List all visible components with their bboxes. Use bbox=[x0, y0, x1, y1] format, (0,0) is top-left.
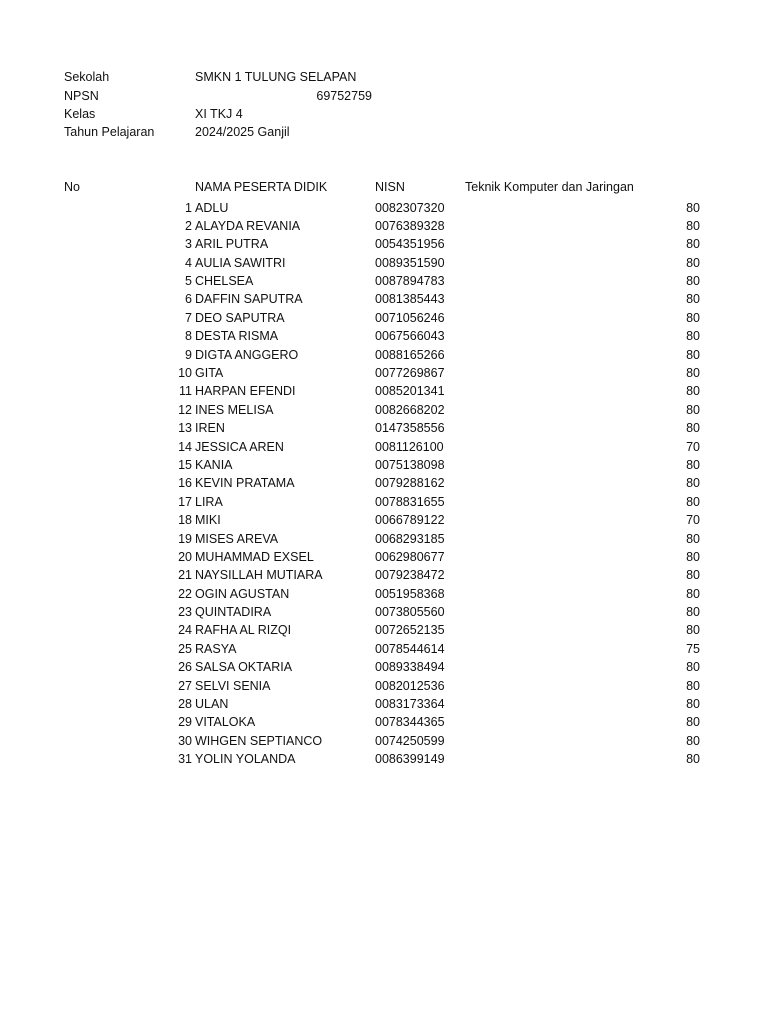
row-number: 1 bbox=[185, 200, 192, 215]
student-name: QUINTADIRA bbox=[195, 605, 272, 620]
year-label: Tahun Pelajaran bbox=[64, 125, 155, 139]
student-name: CHELSEA bbox=[195, 274, 254, 289]
student-name: INES MELISA bbox=[195, 402, 274, 417]
row-number: 9 bbox=[185, 347, 192, 362]
table-row bbox=[0, 290, 768, 308]
school-label: Sekolah bbox=[64, 70, 110, 84]
student-name: ALAYDA REVANIA bbox=[195, 218, 301, 233]
row-number: 19 bbox=[178, 531, 192, 546]
class-label: Kelas bbox=[64, 107, 96, 121]
student-nisn: 0068293185 bbox=[375, 531, 445, 546]
npsn-value: 69752759 bbox=[316, 88, 372, 103]
student-score: 80 bbox=[686, 531, 700, 546]
row-number: 15 bbox=[178, 457, 192, 472]
student-name: AULIA SAWITRI bbox=[195, 255, 286, 270]
row-number: 23 bbox=[178, 605, 192, 620]
student-nisn: 0088165266 bbox=[375, 347, 445, 362]
row-number: 30 bbox=[178, 733, 192, 748]
student-nisn: 0081385443 bbox=[375, 292, 445, 307]
school-value: SMKN 1 TULUNG SELAPAN bbox=[195, 70, 357, 84]
table-row bbox=[0, 621, 768, 639]
row-number: 5 bbox=[185, 274, 192, 289]
student-name: MUHAMMAD EXSEL bbox=[195, 549, 314, 564]
row-number: 31 bbox=[178, 752, 192, 767]
student-nisn: 0079238472 bbox=[375, 568, 445, 583]
student-name: DIGTA ANGGERO bbox=[195, 347, 299, 362]
student-nisn: 0075138098 bbox=[375, 457, 445, 472]
student-nisn: 0051958368 bbox=[375, 586, 445, 601]
student-score: 80 bbox=[686, 347, 700, 362]
table-row bbox=[0, 309, 768, 327]
table-row bbox=[0, 511, 768, 529]
student-nisn: 0086399149 bbox=[375, 752, 445, 767]
student-name: RAFHA AL RIZQI bbox=[195, 623, 292, 638]
class-value: XI TKJ 4 bbox=[195, 107, 243, 121]
table-row bbox=[0, 401, 768, 419]
student-score: 80 bbox=[686, 733, 700, 748]
student-name: WIHGEN SEPTIANCO bbox=[195, 733, 323, 748]
student-nisn: 0082668202 bbox=[375, 402, 445, 417]
student-nisn: 0067566043 bbox=[375, 329, 445, 344]
table-row bbox=[0, 530, 768, 548]
info-row-year bbox=[64, 125, 704, 143]
table-row bbox=[0, 364, 768, 382]
student-table-body bbox=[0, 199, 768, 769]
student-nisn: 0147358556 bbox=[375, 421, 445, 436]
row-number: 14 bbox=[178, 439, 192, 454]
table-header bbox=[0, 180, 768, 198]
student-nisn: 0062980677 bbox=[375, 549, 445, 564]
student-score: 80 bbox=[686, 568, 700, 583]
student-nisn: 0081126100 bbox=[375, 439, 444, 454]
table-row bbox=[0, 346, 768, 364]
student-nisn: 0071056246 bbox=[375, 310, 445, 325]
row-number: 11 bbox=[179, 384, 192, 399]
student-score: 80 bbox=[686, 384, 700, 399]
student-nisn: 0078831655 bbox=[375, 494, 445, 509]
student-score: 80 bbox=[686, 274, 700, 289]
student-nisn: 0089338494 bbox=[375, 660, 445, 675]
info-row-school bbox=[64, 70, 704, 88]
row-number: 29 bbox=[178, 715, 192, 730]
student-score: 80 bbox=[686, 678, 700, 693]
student-name: ARIL PUTRA bbox=[195, 237, 269, 252]
student-nisn: 0076389328 bbox=[375, 218, 445, 233]
table-row bbox=[0, 474, 768, 492]
student-name: RASYA bbox=[195, 641, 237, 656]
student-nisn: 0083173364 bbox=[375, 697, 445, 712]
row-number: 2 bbox=[185, 218, 192, 233]
student-score: 80 bbox=[686, 549, 700, 564]
header-no: No bbox=[64, 180, 80, 194]
student-score: 80 bbox=[686, 623, 700, 638]
student-nisn: 0082307320 bbox=[375, 200, 445, 215]
table-row bbox=[0, 677, 768, 695]
student-name: YOLIN YOLANDA bbox=[195, 752, 296, 767]
table-row bbox=[0, 566, 768, 584]
row-number: 25 bbox=[178, 641, 192, 656]
student-score: 80 bbox=[686, 752, 700, 767]
student-name: SALSA OKTARIA bbox=[195, 660, 293, 675]
student-name: DAFFIN SAPUTRA bbox=[195, 292, 303, 307]
student-nisn: 0078544614 bbox=[375, 641, 445, 656]
row-number: 7 bbox=[185, 310, 192, 325]
table-row bbox=[0, 493, 768, 511]
student-score: 80 bbox=[686, 715, 700, 730]
student-nisn: 0073805560 bbox=[375, 605, 445, 620]
table-row bbox=[0, 732, 768, 750]
student-nisn: 0087894783 bbox=[375, 274, 445, 289]
row-number: 17 bbox=[178, 494, 192, 509]
student-nisn: 0072652135 bbox=[375, 623, 445, 638]
student-nisn: 0089351590 bbox=[375, 255, 445, 270]
student-name: KANIA bbox=[195, 457, 233, 472]
row-number: 8 bbox=[185, 329, 192, 344]
student-nisn: 0079288162 bbox=[375, 476, 445, 491]
info-row-npsn bbox=[64, 89, 704, 107]
student-score: 70 bbox=[686, 513, 700, 528]
table-row bbox=[0, 235, 768, 253]
row-number: 10 bbox=[178, 366, 192, 381]
table-row bbox=[0, 585, 768, 603]
student-nisn: 0077269867 bbox=[375, 366, 445, 381]
row-number: 28 bbox=[178, 697, 192, 712]
header-subject: Teknik Komputer dan Jaringan bbox=[465, 180, 634, 194]
table-row bbox=[0, 658, 768, 676]
row-number: 6 bbox=[185, 292, 192, 307]
table-row bbox=[0, 272, 768, 290]
student-nisn: 0054351956 bbox=[375, 237, 445, 252]
student-score: 80 bbox=[686, 366, 700, 381]
student-nisn: 0074250599 bbox=[375, 733, 445, 748]
student-name: NAYSILLAH MUTIARA bbox=[195, 568, 323, 583]
table-row bbox=[0, 640, 768, 658]
student-name: VITALOKA bbox=[195, 715, 256, 730]
table-row bbox=[0, 419, 768, 437]
table-row bbox=[0, 382, 768, 400]
table-row bbox=[0, 199, 768, 217]
table-row bbox=[0, 456, 768, 474]
student-name: DEO SAPUTRA bbox=[195, 310, 285, 325]
row-number: 4 bbox=[185, 255, 192, 270]
student-name: IREN bbox=[195, 421, 225, 436]
student-name: HARPAN EFENDI bbox=[195, 384, 296, 399]
student-nisn: 0078344365 bbox=[375, 715, 445, 730]
row-number: 13 bbox=[178, 421, 192, 436]
info-row-class bbox=[64, 107, 704, 125]
row-number: 26 bbox=[178, 660, 192, 675]
student-score: 80 bbox=[686, 457, 700, 472]
student-name: DESTA RISMA bbox=[195, 329, 279, 344]
row-number: 21 bbox=[178, 568, 192, 583]
student-score: 80 bbox=[686, 218, 700, 233]
student-score: 80 bbox=[686, 697, 700, 712]
student-name: JESSICA AREN bbox=[195, 439, 284, 454]
student-score: 80 bbox=[686, 402, 700, 417]
student-score: 80 bbox=[686, 255, 700, 270]
student-score: 70 bbox=[686, 439, 700, 454]
student-name: SELVI SENIA bbox=[195, 678, 271, 693]
table-row bbox=[0, 217, 768, 235]
row-number: 3 bbox=[185, 237, 192, 252]
table-row bbox=[0, 438, 768, 456]
student-nisn: 0066789122 bbox=[375, 513, 445, 528]
student-score: 80 bbox=[686, 605, 700, 620]
header-name: NAMA PESERTA DIDIK bbox=[195, 180, 328, 194]
student-name: MISES AREVA bbox=[195, 531, 279, 546]
student-name: OGIN AGUSTAN bbox=[195, 586, 290, 601]
student-name: GITA bbox=[195, 366, 224, 381]
student-name: MIKI bbox=[195, 513, 221, 528]
student-name: LIRA bbox=[195, 494, 223, 509]
npsn-label: NPSN bbox=[64, 88, 99, 103]
student-score: 80 bbox=[686, 200, 700, 215]
student-score: 80 bbox=[686, 329, 700, 344]
student-name: ULAN bbox=[195, 697, 229, 712]
table-row bbox=[0, 254, 768, 272]
row-number: 20 bbox=[178, 549, 192, 564]
header-nisn: NISN bbox=[375, 180, 405, 194]
student-score: 80 bbox=[686, 660, 700, 675]
table-row bbox=[0, 695, 768, 713]
student-score: 80 bbox=[686, 586, 700, 601]
row-number: 18 bbox=[178, 513, 192, 528]
student-name: KEVIN PRATAMA bbox=[195, 476, 295, 491]
student-nisn: 0082012536 bbox=[375, 678, 445, 693]
table-row bbox=[0, 548, 768, 566]
student-name: ADLU bbox=[195, 200, 229, 215]
student-score: 80 bbox=[686, 237, 700, 252]
row-number: 12 bbox=[178, 402, 192, 417]
table-row bbox=[0, 603, 768, 621]
student-score: 80 bbox=[686, 421, 700, 436]
year-value: 2024/2025 Ganjil bbox=[195, 125, 290, 139]
table-row bbox=[0, 713, 768, 731]
student-score: 80 bbox=[686, 292, 700, 307]
row-number: 24 bbox=[178, 623, 192, 638]
student-score: 80 bbox=[686, 476, 700, 491]
table-row bbox=[0, 327, 768, 345]
student-score: 75 bbox=[686, 641, 700, 656]
student-score: 80 bbox=[686, 310, 700, 325]
table-row bbox=[0, 750, 768, 768]
student-nisn: 0085201341 bbox=[375, 384, 445, 399]
row-number: 22 bbox=[178, 586, 192, 601]
student-score: 80 bbox=[686, 494, 700, 509]
row-number: 16 bbox=[178, 476, 192, 491]
row-number: 27 bbox=[178, 678, 192, 693]
